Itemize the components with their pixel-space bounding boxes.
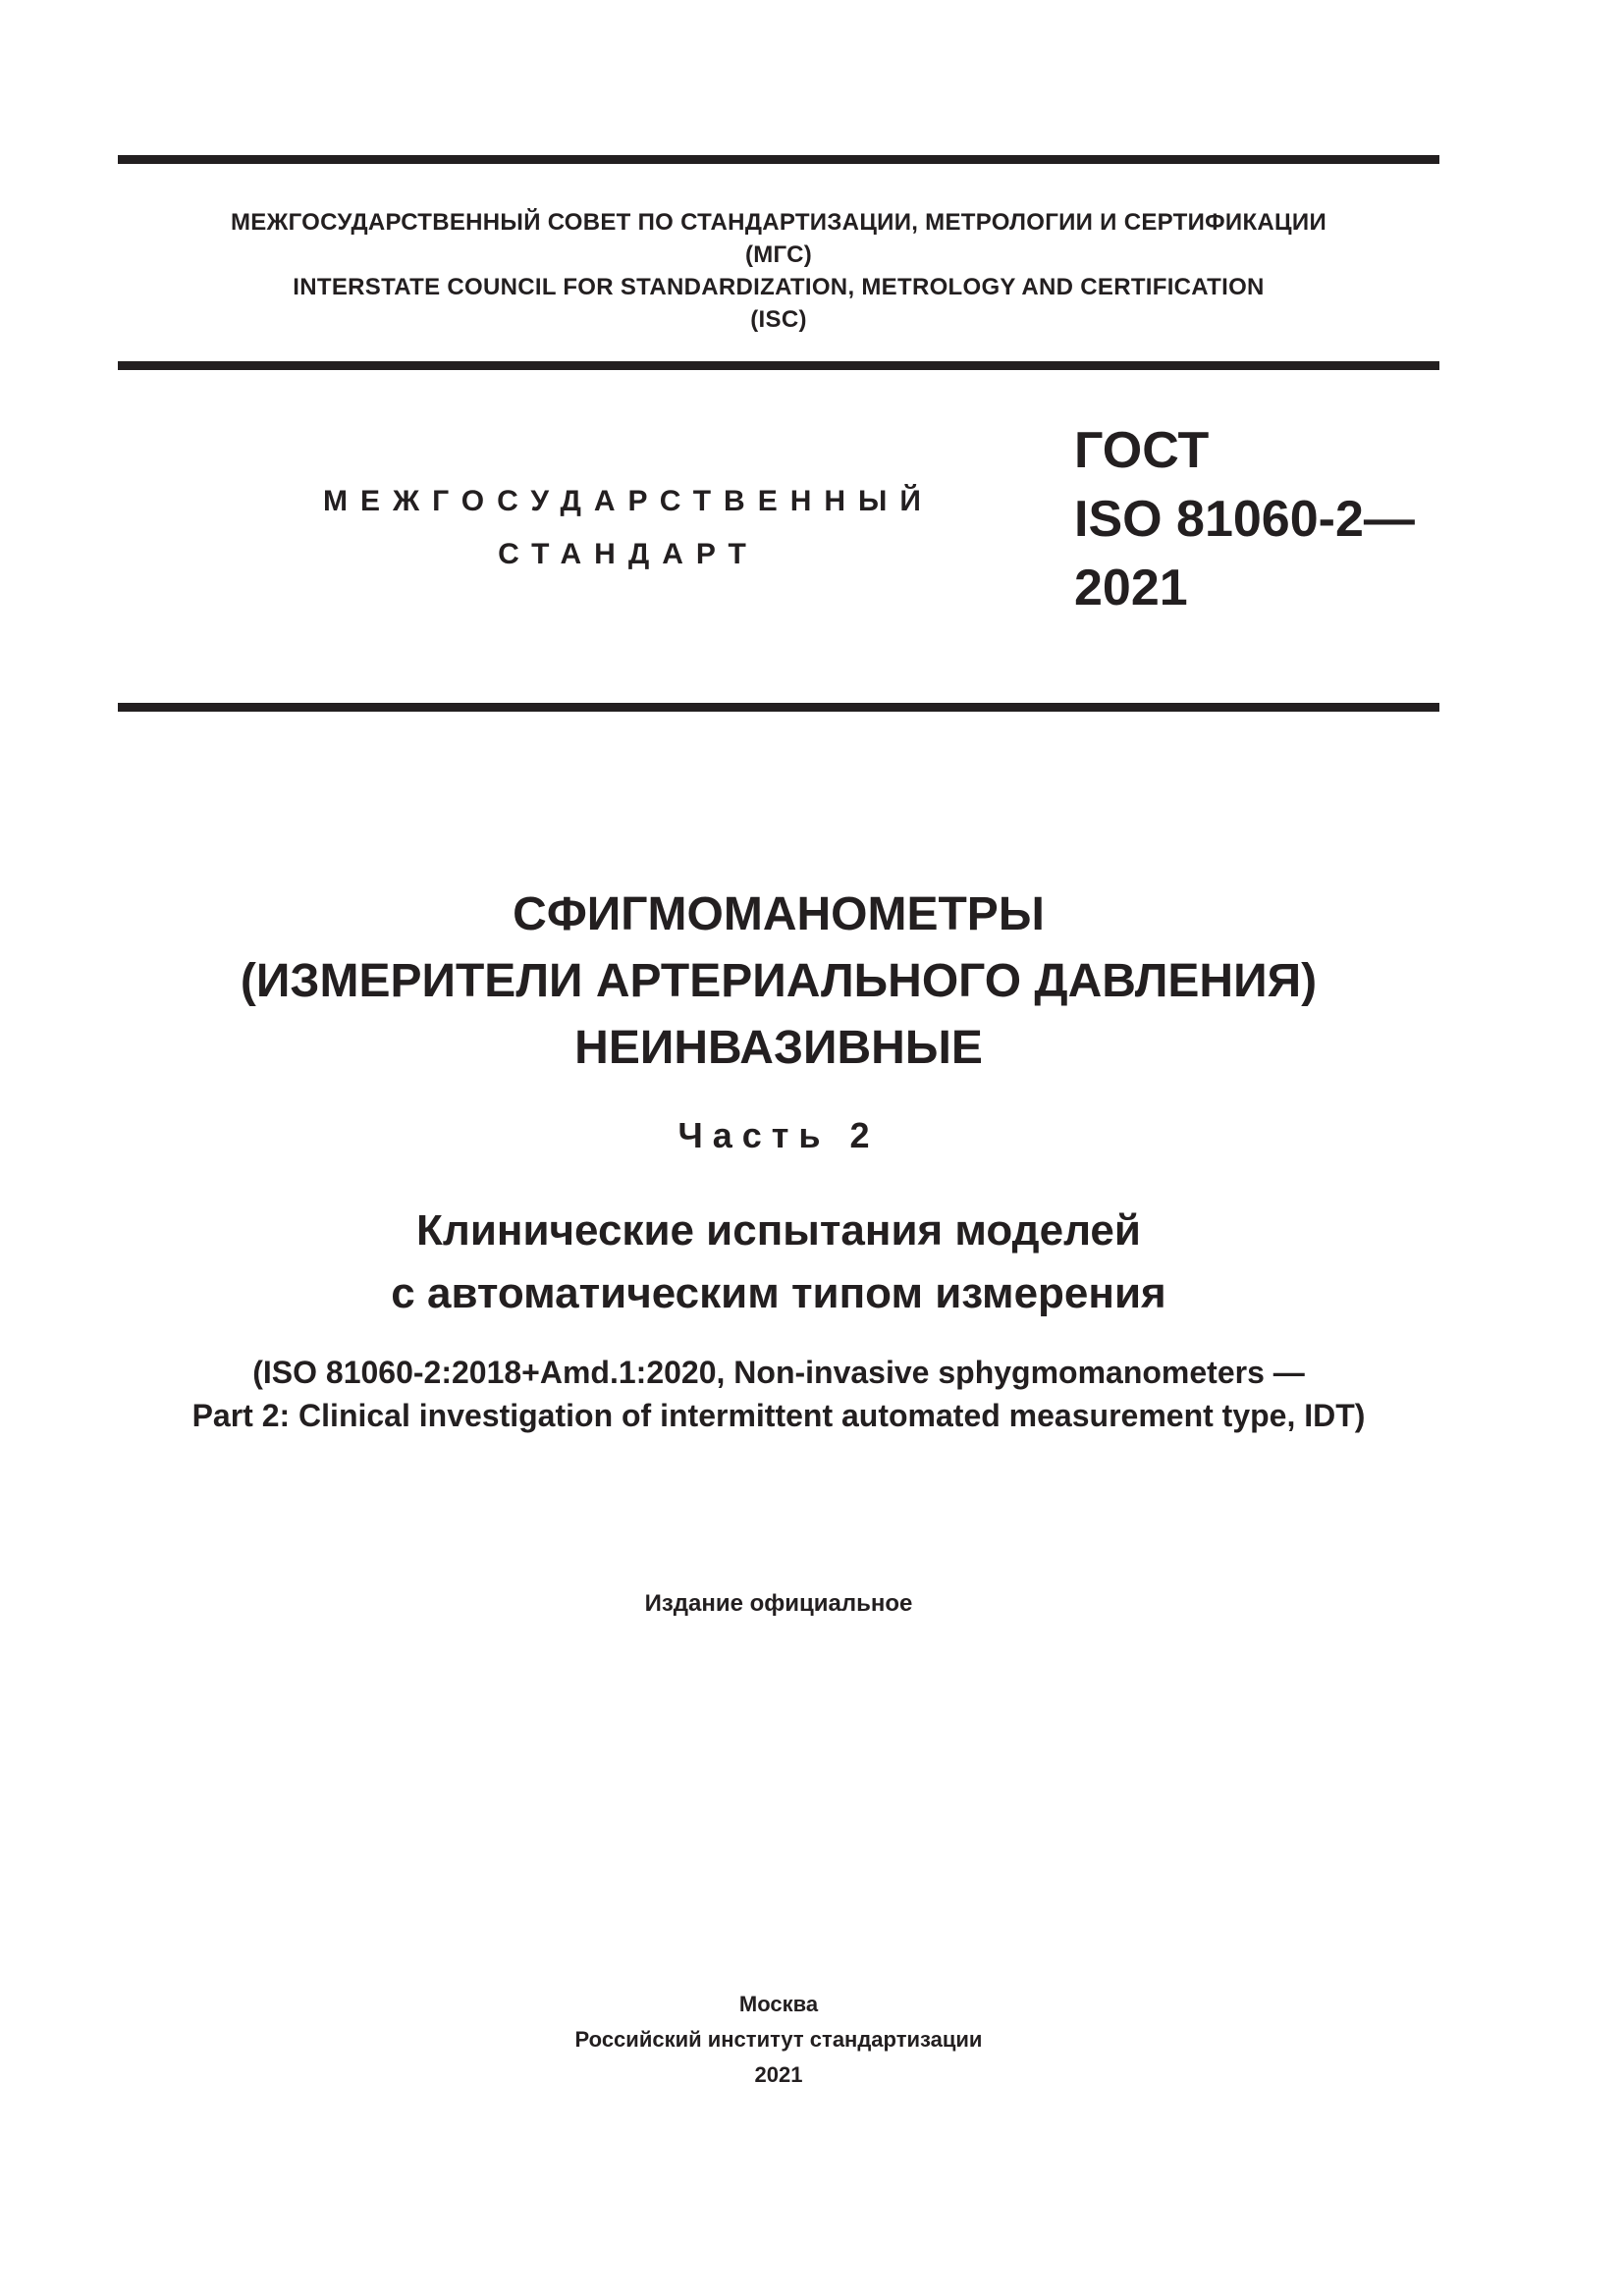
title-line2: (ИЗМЕРИТЕЛИ АРТЕРИАЛЬНОГО ДАВЛЕНИЯ): [240, 955, 1318, 1007]
standard-type-line2: СТАНДАРТ: [498, 538, 759, 570]
council-abbr-ru: (МГС): [744, 241, 813, 268]
iso-reference-line2: Part 2: Clinical investigation of intermittent automated measurement type, IDT): [191, 1398, 1366, 1433]
title-line3: НЕИНВАЗИВНЫЕ: [574, 1022, 983, 1074]
title-line1: СФИГМОМАНОМЕТРЫ: [513, 888, 1045, 940]
subtitle-line2: с автоматическим типом измерения: [391, 1269, 1166, 1317]
designation-line3: 2021: [1074, 560, 1188, 616]
document-title: [118, 881, 1439, 1082]
council-abbr-en: (ISC): [750, 306, 807, 333]
middle-rule: [118, 361, 1439, 370]
council-name-ru: МЕЖГОСУДАРСТВЕННЫЙ СОВЕТ ПО СТАНДАРТИЗАЦИИ, МЕТРОЛОГИИ И СЕРТИФИКАЦИИ: [230, 209, 1326, 236]
subtitle-line1: Клинические испытания моделей: [416, 1206, 1141, 1255]
standard-designation: [1074, 416, 1415, 622]
part-number: Часть 2: [677, 1115, 880, 1155]
imprint-year: 2021: [754, 2062, 803, 2087]
council-name-en: INTERSTATE COUNCIL FOR STANDARDIZATION, METROLOGY AND CERTIFICATION: [293, 274, 1265, 300]
iso-reference-line1: (ISO 81060-2:2018+Amd.1:2020, Non-invasive sphygmomanometers —: [252, 1355, 1305, 1390]
standard-type: [295, 475, 962, 581]
bottom-rule: [118, 703, 1439, 712]
top-rule: [118, 155, 1439, 164]
council-header: [118, 206, 1439, 336]
document-subtitle: [118, 1200, 1439, 1325]
standard-type-line1: МЕЖГОСУДАРСТВЕННЫЙ: [323, 485, 934, 517]
designation-line2: ISO 81060-2—: [1074, 491, 1415, 548]
edition-note: Издание официальное: [644, 1590, 913, 1617]
iso-reference: [118, 1351, 1439, 1437]
imprint-publisher: Российский институт стандартизации: [574, 2027, 983, 2052]
imprint-city: Москва: [738, 1992, 819, 2016]
designation-line1: ГОСТ: [1074, 422, 1210, 479]
publisher-imprint: [118, 1987, 1439, 2093]
